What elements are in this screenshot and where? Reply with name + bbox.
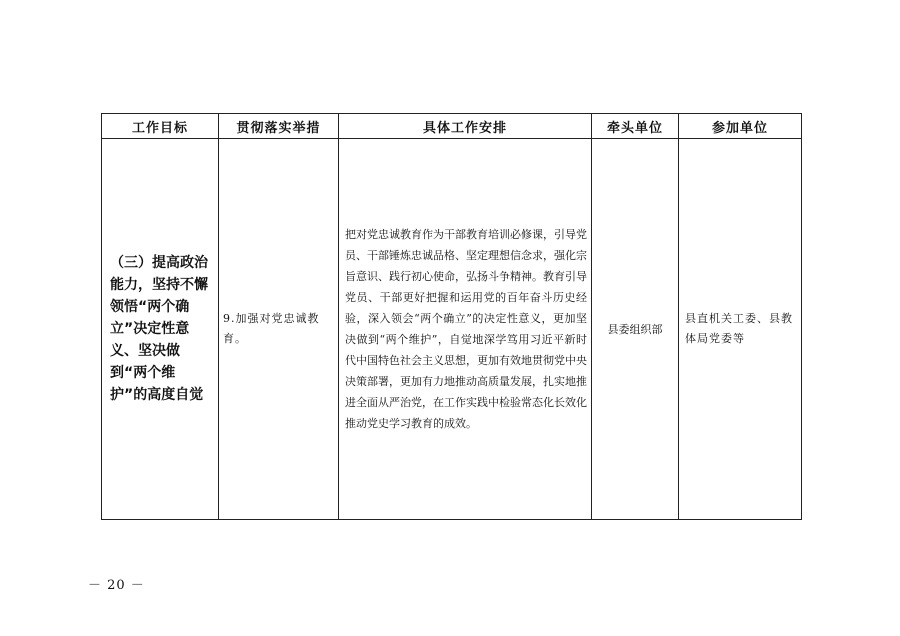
table-header-row: [102, 114, 802, 139]
cell-work-goal: （三）提高政治能力，坚持不懈领悟“两个确立”决定性意义、坚决做到“两个维护”的高度自觉: [102, 139, 219, 520]
cell-participating-units: 县直机关工委、县教体局党委等: [679, 139, 802, 520]
header-participating-units: 参加单位: [679, 114, 802, 139]
work-plan-table: [101, 113, 802, 520]
cell-lead-unit: 县委组织部: [592, 139, 679, 520]
header-measures: 贯彻落实举措: [219, 114, 339, 139]
cell-work-arrangement: 把对党忠诚教育作为干部教育培训必修课，引导党员、干部锤炼忠诚品格、坚定理想信念求，强化宗旨意识、践行初心使命，弘扬斗争精神。教育引导党员、干部更好把握和运用党的百年奋斗历史经验，深入领会“两个确立”的决定性意义，更加坚决做到“两个维护”，自觉地深学笃用习近平新时代中国特色社会主义思想，更加有效地贯彻党中央决策部署，更加有力地推动高质量发展，扎实地推进全面从严治党，在工作实践中检验常态化长效化推动党史学习教育的成效。: [339, 139, 592, 520]
header-lead-unit: 牵头单位: [592, 114, 679, 139]
page-number: － 20 －: [88, 578, 145, 593]
cell-measure: 9.加强对党忠诚教育。: [219, 139, 339, 520]
header-work-goal: 工作目标: [102, 114, 219, 139]
table-row: [102, 139, 802, 520]
header-work-arrangement: 具体工作安排: [339, 114, 592, 139]
